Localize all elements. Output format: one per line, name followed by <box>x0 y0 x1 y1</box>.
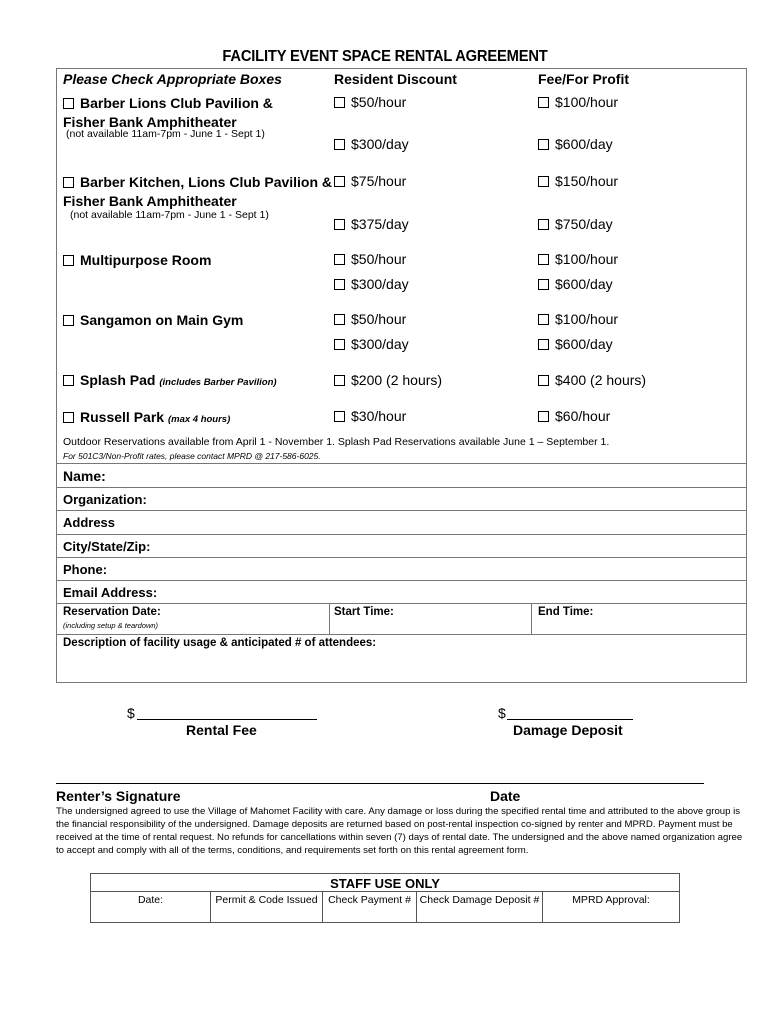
rate-option[interactable]: $100/hour <box>538 251 618 267</box>
rate-checkbox[interactable] <box>334 314 345 325</box>
rate-option[interactable]: $75/hour <box>334 173 406 189</box>
divider <box>56 463 747 464</box>
facility-name-line2: Fisher Bank Amphitheater <box>63 193 237 209</box>
reservation-date-note: (including setup & teardown) <box>63 621 159 630</box>
facility-russell-park[interactable]: Russell Park (max 4 hours) <box>63 408 230 429</box>
rate-option[interactable]: $100/hour <box>538 94 618 110</box>
facility-barber-kitchen[interactable]: Barber Kitchen, Lions Club Pavilion & <box>63 173 332 192</box>
rate-checkbox[interactable] <box>334 219 345 230</box>
rental-fee-dollar: $ <box>127 705 135 721</box>
rate-option[interactable]: $30/hour <box>334 408 406 424</box>
name-field[interactable]: Name: <box>63 468 106 484</box>
staff-use-title: STAFF USE ONLY <box>330 876 440 891</box>
rate-option[interactable]: $750/day <box>538 216 613 232</box>
rental-fee-label: Rental Fee <box>186 722 257 738</box>
signature-line[interactable] <box>56 783 704 784</box>
damage-deposit-dollar: $ <box>498 705 506 721</box>
facility-sangamon-gym[interactable]: Sangamon on Main Gym <box>63 311 243 330</box>
facility-qualifier: (max 4 hours) <box>167 414 231 425</box>
rate-checkbox[interactable] <box>538 314 549 325</box>
signature-date-label: Date <box>490 788 521 804</box>
rate-checkbox[interactable] <box>538 254 549 265</box>
divider <box>56 487 747 488</box>
check-boxes-header: Please Check Appropriate Boxes <box>63 71 282 87</box>
facility-checkbox[interactable] <box>63 98 74 109</box>
fee-for-profit-header: Fee/For Profit <box>538 71 630 87</box>
rate-option[interactable]: $300/day <box>334 136 409 152</box>
rate-option[interactable]: $300/day <box>334 336 409 352</box>
availability-note: (not available 11am-7pm - June 1 - Sept 1) <box>70 209 269 221</box>
staff-approval-cell[interactable]: MPRD Approval: <box>542 892 679 923</box>
rate-checkbox[interactable] <box>334 375 345 386</box>
rate-checkbox[interactable] <box>538 279 549 290</box>
availability-note: (not available 11am-7pm - June 1 - Sept 1) <box>66 128 265 140</box>
damage-deposit-line[interactable] <box>507 719 633 720</box>
rate-option[interactable]: $100/hour <box>538 311 618 327</box>
nonprofit-note: For 501C3/Non-Profit rates, please contact MPRD @ 217-586-6025. <box>63 451 321 461</box>
facility-name-line2: Fisher Bank Amphitheater <box>63 114 237 130</box>
damage-deposit-label: Damage Deposit <box>513 722 623 738</box>
rate-option[interactable]: $600/day <box>538 276 613 292</box>
rate-checkbox[interactable] <box>538 176 549 187</box>
rate-option[interactable]: $50/hour <box>334 311 406 327</box>
staff-use-box <box>90 873 680 923</box>
staff-damage-deposit-cell[interactable]: Check Damage Deposit # <box>416 892 542 923</box>
divider <box>56 510 747 511</box>
rate-checkbox[interactable] <box>538 139 549 150</box>
facility-checkbox[interactable] <box>63 177 74 188</box>
rate-checkbox[interactable] <box>334 339 345 350</box>
facility-checkbox[interactable] <box>63 412 74 423</box>
facility-multipurpose-room[interactable]: Multipurpose Room <box>63 251 211 270</box>
staff-permit-cell[interactable]: Permit & Code Issued <box>210 892 322 923</box>
rate-checkbox[interactable] <box>334 254 345 265</box>
facility-checkbox[interactable] <box>63 315 74 326</box>
divider <box>531 603 532 634</box>
staff-row <box>91 891 679 923</box>
rate-checkbox[interactable] <box>538 97 549 108</box>
rate-checkbox[interactable] <box>538 375 549 386</box>
rate-option[interactable]: $50/hour <box>334 251 406 267</box>
rate-option[interactable]: $50/hour <box>334 94 406 110</box>
rate-checkbox[interactable] <box>538 339 549 350</box>
form-title: FACILITY EVENT SPACE RENTAL AGREEMENT <box>222 48 548 65</box>
facility-qualifier: (includes Barber Pavilion) <box>159 377 277 388</box>
facility-splash-pad[interactable]: Splash Pad (includes Barber Pavilion) <box>63 371 277 392</box>
agreement-text: The undersigned agreed to use the Village of Mahomet Facility with care. Any damage or loss during the specified rental time and attributed to the above group is the financial responsibility of the undersigned. Damage deposits are returned based on post-rental inspection co-signed by renter and MPRD. Payment must be received at the time of rental request. No refunds for cancellations within seven (7) days of rental date. The undersigned and the above named organization agree to accept and comply with all of the terms, conditions, and requirements set forth on this rental agreement form. <box>56 806 743 856</box>
facility-checkbox[interactable] <box>63 255 74 266</box>
rate-option[interactable]: $200 (2 hours) <box>334 372 442 388</box>
rate-option[interactable]: $150/hour <box>538 173 618 189</box>
divider <box>56 534 747 535</box>
rate-option[interactable]: $60/hour <box>538 408 610 424</box>
reservation-date-field[interactable]: Reservation Date: <box>63 606 161 618</box>
outdoor-reservation-note: Outdoor Reservations available from April 1 - November 1. Splash Pad Reservations available June 1 – September 1. <box>63 436 610 448</box>
phone-field[interactable]: Phone: <box>63 562 108 577</box>
rate-checkbox[interactable] <box>334 411 345 422</box>
rate-checkbox[interactable] <box>538 219 549 230</box>
divider <box>56 580 747 581</box>
description-field[interactable]: Description of facility usage & anticipated # of attendees: <box>63 637 377 649</box>
city-state-zip-field[interactable]: City/State/Zip: <box>63 539 151 554</box>
rate-option[interactable]: $400 (2 hours) <box>538 372 646 388</box>
renter-signature-label: Renter’s Signature <box>56 788 181 804</box>
rate-checkbox[interactable] <box>334 279 345 290</box>
divider <box>329 603 330 634</box>
rate-checkbox[interactable] <box>538 411 549 422</box>
resident-discount-header: Resident Discount <box>334 71 457 87</box>
staff-date-cell[interactable]: Date: <box>137 894 164 906</box>
organization-field[interactable]: Organization: <box>63 492 147 507</box>
rate-checkbox[interactable] <box>334 139 345 150</box>
facility-checkbox[interactable] <box>63 375 74 386</box>
rate-checkbox[interactable] <box>334 97 345 108</box>
address-field[interactable]: Address <box>63 515 116 530</box>
rate-option[interactable]: $300/day <box>334 276 409 292</box>
rate-option[interactable]: $600/day <box>538 336 613 352</box>
email-field[interactable]: Email Address: <box>63 585 158 600</box>
staff-check-payment-cell[interactable]: Check Payment # <box>322 892 416 923</box>
divider <box>56 603 747 604</box>
facility-barber-lions-pavilion[interactable]: Barber Lions Club Pavilion & <box>63 94 273 113</box>
divider <box>56 634 747 635</box>
rate-checkbox[interactable] <box>334 176 345 187</box>
rental-fee-line[interactable] <box>137 719 317 720</box>
start-time-field[interactable]: Start Time: <box>334 606 394 618</box>
rate-option[interactable]: $375/day <box>334 216 409 232</box>
end-time-field[interactable]: End Time: <box>538 606 594 618</box>
divider <box>56 557 747 558</box>
rate-option[interactable]: $600/day <box>538 136 613 152</box>
